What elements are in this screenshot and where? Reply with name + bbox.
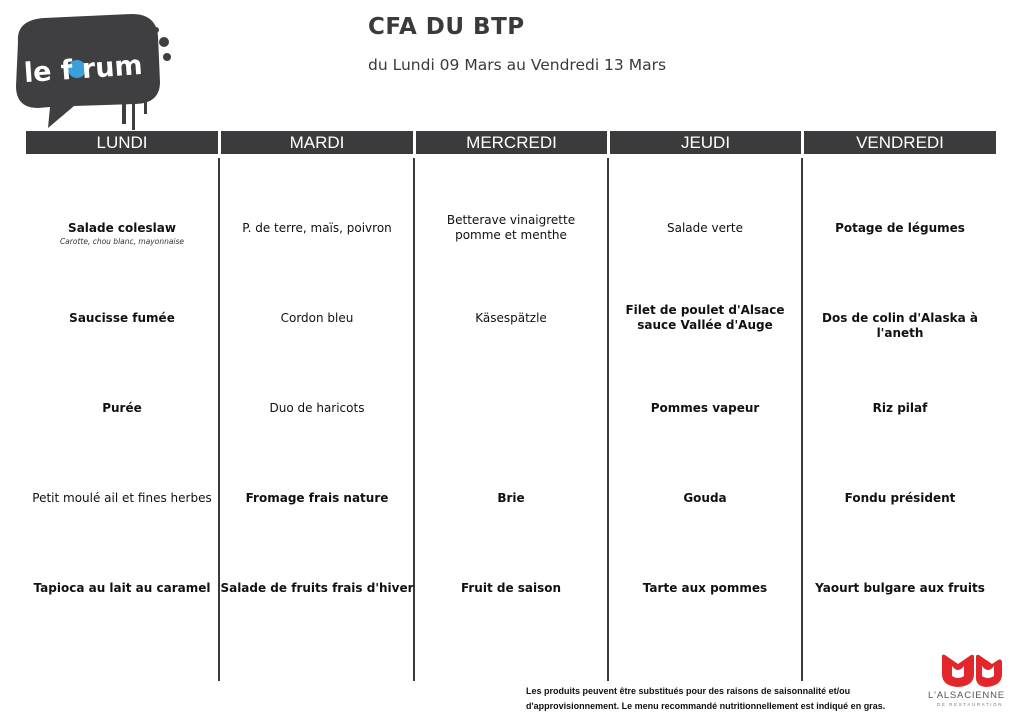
brand-subtitle: DE RESTAURATION (937, 702, 1004, 707)
svg-text:le f rum: le f rum (22, 49, 144, 90)
dish-name: Betterave vinaigrette pomme et menthe (446, 213, 576, 242)
menu-item-mercredi-dessert (414, 581, 608, 596)
day-header-lundi: LUNDI (26, 131, 218, 154)
menu-item-vendredi-dessert (803, 581, 997, 596)
menu-item-lundi-accompagnement (25, 401, 219, 416)
dish-name: Dos de colin d'Alaska à l'aneth (822, 311, 978, 340)
column-divider (801, 158, 803, 681)
menu-item-jeudi-entree (608, 221, 802, 236)
day-header-vendredi: VENDREDI (804, 131, 996, 154)
dish-name: Yaourt bulgare aux fruits (815, 581, 985, 595)
dish-name: Saucisse fumée (69, 311, 175, 325)
dish-name: Salade de fruits frais d'hiver (220, 581, 414, 595)
dish-name: Brie (497, 491, 525, 505)
dish-name: Potage de légumes (835, 221, 965, 235)
dish-name: Käsespätzle (475, 311, 547, 325)
day-header-mardi: MARDI (221, 131, 413, 154)
menu-item-jeudi-accompagnement (608, 401, 802, 416)
dish-name: Gouda (683, 491, 727, 505)
day-header-mercredi: MERCREDI (416, 131, 607, 154)
menu-item-vendredi-accompagnement (803, 401, 997, 416)
footer-disclaimer (526, 684, 921, 714)
menu-item-mardi-dessert (220, 581, 414, 596)
menu-item-vendredi-plat (803, 311, 997, 341)
brand-name: L'ALSACIENNE (928, 690, 1005, 701)
dish-name: Pommes vapeur (650, 401, 760, 415)
menu-item-jeudi-plat (608, 303, 802, 333)
dish-name: Riz pilaf (872, 401, 928, 415)
menu-item-lundi-fromage (25, 491, 219, 506)
dish-name: Cordon bleu (280, 311, 354, 325)
menu-item-mardi-entree (220, 221, 414, 236)
menu-item-mardi-accompagnement (220, 401, 414, 416)
menu-item-mercredi-fromage (414, 491, 608, 506)
menu-item-lundi-dessert (25, 581, 219, 596)
dish-name: P. de terre, maïs, poivron (242, 221, 392, 235)
menu-item-mardi-plat (220, 311, 414, 326)
dish-note: Carotte, chou blanc, mayonnaise (59, 237, 185, 246)
day-header-jeudi: JEUDI (610, 131, 801, 154)
menu-item-jeudi-fromage (608, 491, 802, 506)
date-range: du Lundi 09 Mars au Vendredi 13 Mars (368, 56, 667, 74)
menu-item-vendredi-entree (803, 221, 997, 236)
dish-name: Salade verte (667, 221, 743, 235)
dish-name: Fromage frais nature (245, 491, 389, 505)
disclaimer-line: d'approvisionnement. Le menu recommandé nutritionnellement est indiqué en gras. (526, 701, 886, 711)
dish-name: Fruit de saison (460, 581, 562, 595)
dish-name: Tarte aux pommes (642, 581, 768, 595)
dish-name: Tapioca au lait au caramel (33, 581, 211, 595)
menu-item-jeudi-dessert (608, 581, 802, 596)
dish-name: Fondu président (844, 491, 956, 505)
menu-item-mardi-fromage (220, 491, 414, 506)
forum-logo (4, 12, 176, 130)
dish-name: Salade coleslaw (68, 221, 176, 235)
menu-item-lundi-plat (25, 311, 219, 326)
menu-item-vendredi-fromage (803, 491, 997, 506)
menu-item-lundi-entree (25, 221, 219, 247)
dish-name: Petit moulé ail et fines herbes (32, 491, 212, 505)
dish-name: Purée (102, 401, 142, 415)
page-title: CFA DU BTP (368, 14, 525, 40)
dish-name: Duo de haricots (269, 401, 365, 415)
menu-item-mercredi-entree (414, 213, 608, 243)
dish-name: Filet de poulet d'Alsace sauce Vallée d'Auge (625, 303, 785, 332)
disclaimer-line: Les produits peuvent être substitués pour des raisons de saisonnalité et/ou (526, 686, 851, 696)
menu-item-mercredi-plat (414, 311, 608, 326)
alsacienne-logo-icon (928, 652, 1016, 688)
